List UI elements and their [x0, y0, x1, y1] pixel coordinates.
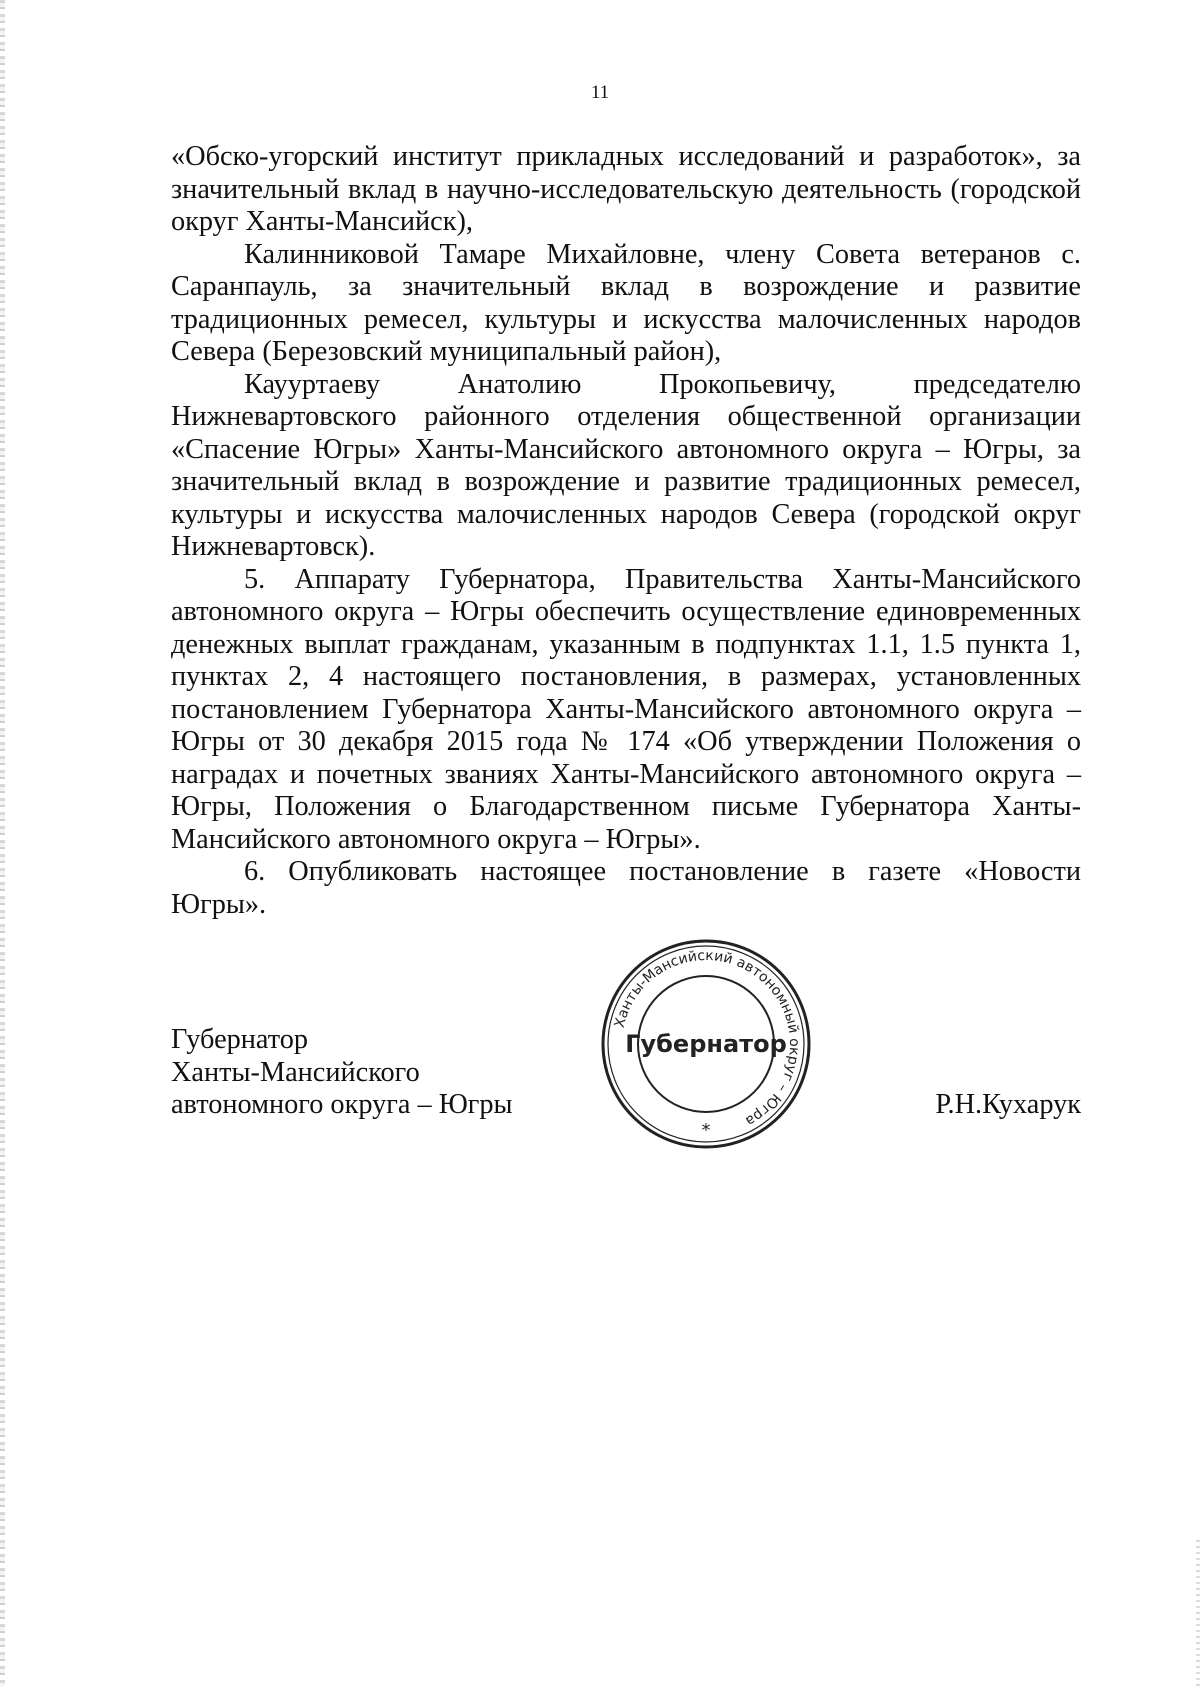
signer-title-line: автономного округа – Югры	[171, 1089, 513, 1120]
signer-name: Р.Н.Кухарук	[935, 1089, 1081, 1120]
signer-title	[171, 1024, 513, 1122]
paragraph: Каууртаеву Анатолию Прокопьевичу, председателю Нижневартовского районного отделения общественной организации «Спасение Югры» Ханты-Мансийского автономного округа – Югры, за значительный вклад в возрождение и развитие традиционных ремесел, культуры и искусства малочисленных народов Севера (городской округ Нижневартовск).	[171, 368, 1081, 562]
paragraph: 6. Опубликовать настоящее постановление в газете «Новости Югры».	[171, 856, 1081, 920]
paragraph: Калинниковой Тамаре Михайловне, члену Совета ветеранов с. Саранпауль, за значительный вклад в возрождение и развитие традиционных ремесел, культуры и искусства малочисленных народов Севера (Березовский муниципальный район),	[171, 238, 1081, 367]
stamp-center-text: Губернатор	[625, 1030, 787, 1058]
paragraph: 5. Аппарату Губернатора, Правительства Ханты-Мансийского автономного округа – Югры обеспечить осуществление единовременных денежных выплат гражданам, указанным в подпунктах 1.1, 1.5 пункта 1, пунктах 2, 4 настоящего постановления, в размерах, установленных постановлением Губернатора Ханты-Мансийского автономного округа – Югры от 30 декабря 2015 года № 174 «Об утверждении Положения о наградах и почетных званиях Ханты-Мансийского автономного округа – Югры, Положения о Благодарственном письме Губернатора Ханты-Мансийского автономного округа – Югры».	[171, 563, 1081, 855]
signer-title-line: Губернатор	[171, 1024, 309, 1055]
stamp-star: *	[701, 1120, 711, 1141]
signer-title-line: Ханты-Мансийского	[171, 1056, 420, 1088]
scan-edge-left	[0, 0, 5, 1686]
page-number: 11	[590, 82, 610, 103]
official-stamp-seal	[594, 932, 818, 1156]
document-body	[171, 141, 1081, 921]
scan-edge-right	[1196, 1540, 1200, 1686]
stamp-ring-text: Ханты-Мансийский автономный округ – Югра	[611, 947, 803, 1130]
paragraph: «Обско-угорский институт прикладных исследований и разработок», за значительный вклад в научно-исследовательскую деятельность (городской округ Ханты-Мансийск),	[171, 141, 1081, 237]
